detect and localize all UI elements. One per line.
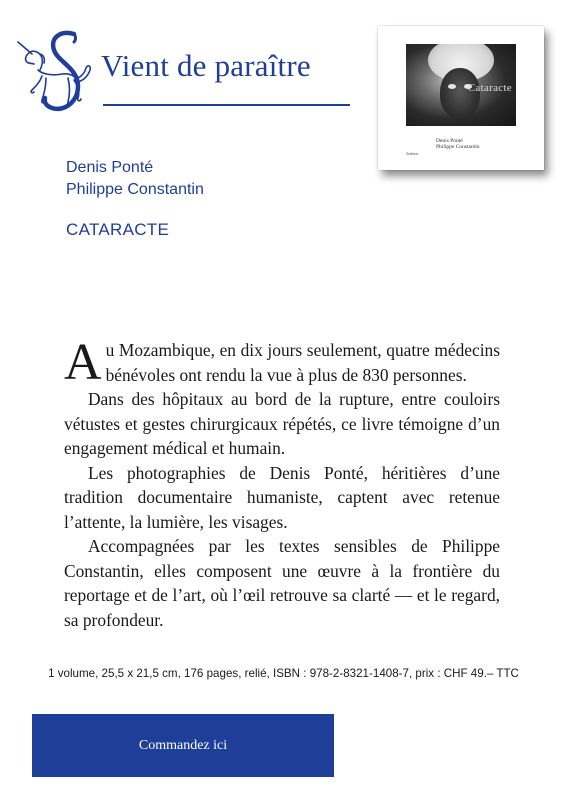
drop-cap: A	[64, 334, 102, 391]
unicorn-s-logo	[12, 28, 96, 118]
title-underline	[103, 104, 350, 106]
order-button[interactable]: Commandez ici	[32, 714, 334, 777]
description-paragraph: Accompagnées par les textes sensibles de Philippe Constantin, elles composent une œuvre à la frontière du reportage et de l’art, où l’œil retrouve sa clarté — et le regard, sa profondeur.	[64, 536, 500, 630]
book-cover-image	[378, 26, 544, 170]
cover-title: Cataracte	[467, 82, 512, 94]
page-title: Vient de paraître	[101, 48, 311, 83]
cover-author-2: Philippe Constantin	[436, 144, 480, 150]
cover-authors	[436, 138, 480, 150]
author-name: Philippe Constantin	[66, 181, 204, 198]
description-paragraph: Les photographies de Denis Ponté, héritières d’une tradition documentaire humaniste, captent avec retenue l’attente, la lumière, les visages.	[64, 462, 500, 532]
description-paragraph: Dans des hôpitaux au bord de la rupture, entre couloirs vétustes et gestes chirurgicaux répétés, ce livre témoigne d’un engagement médical et humain.	[64, 389, 500, 458]
cover-author-1: Denis Ponté	[436, 138, 463, 144]
cover-photo	[406, 44, 516, 126]
book-description	[64, 334, 500, 632]
cover-publisher: Slatkine	[406, 152, 419, 156]
book-authors	[66, 157, 204, 201]
description-paragraph: Au Mozambique, en dix jours seulement, quatre médecins bénévoles ont rendu la vue à plus de 830 personnes.	[64, 334, 500, 391]
book-specifications: 1 volume, 25,5 x 21,5 cm, 176 pages, relié, ISBN : 978-2-8321-1408-7, prix : CHF 49.– TTC	[48, 667, 519, 680]
book-title: CATARACTE	[66, 220, 170, 239]
author-name: Denis Ponté	[66, 159, 154, 176]
